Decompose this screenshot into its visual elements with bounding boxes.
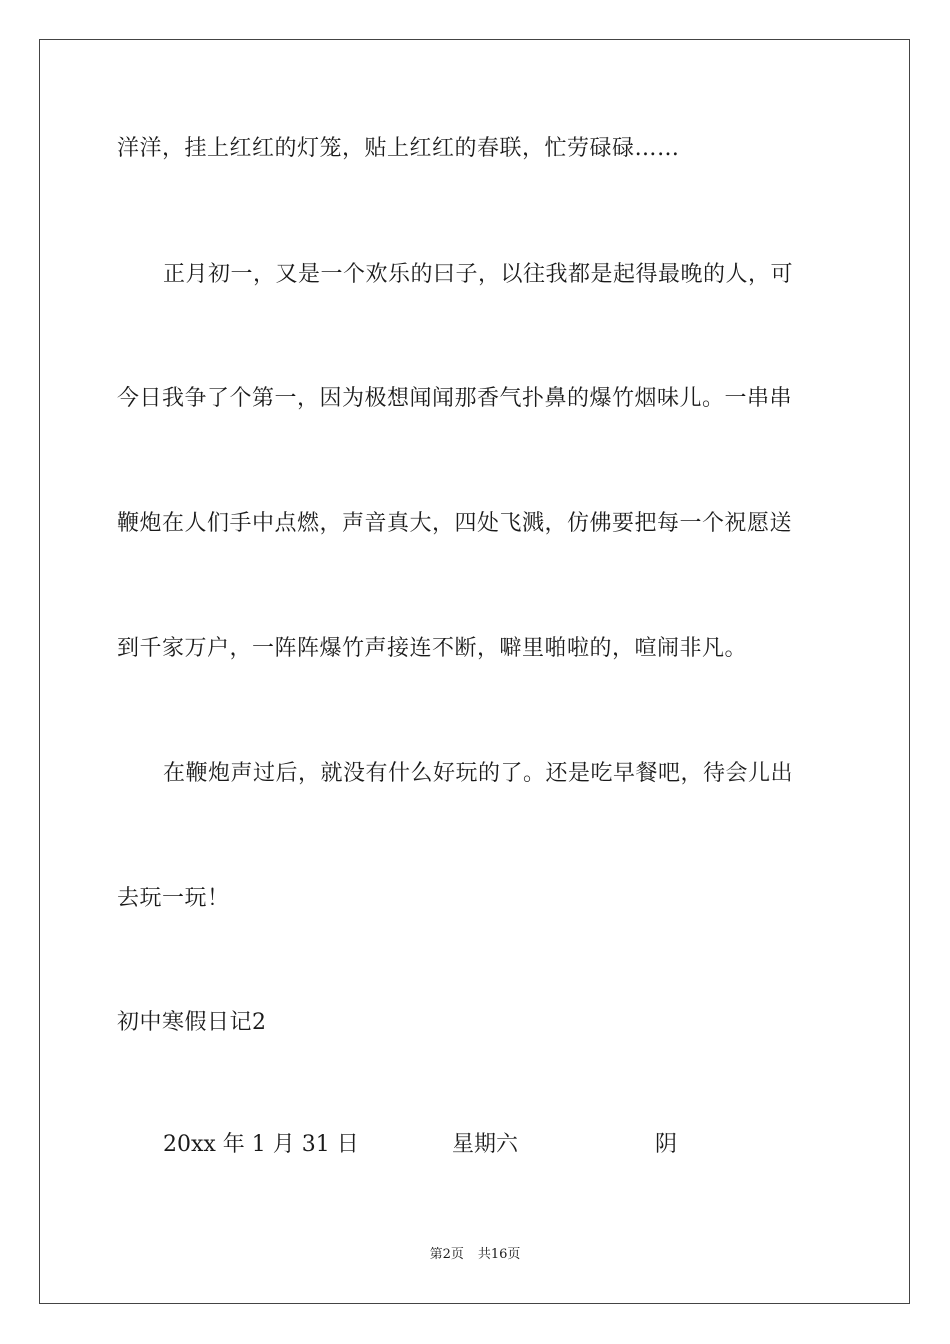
diary-weekday: 星期六 — [452, 1132, 519, 1157]
page-border — [39, 39, 910, 1304]
paragraph-line-2: 正月初一，又是一个欢乐的曰子，以往我都是起得最晚的人，可 — [163, 262, 794, 287]
page-number: 第2页 — [429, 1247, 464, 1262]
diary-heading: 初中寒假日记2 — [117, 1010, 267, 1035]
paragraph-line-3: 今日我争了个第一，因为极想闻闻那香气扑鼻的爆竹烟味儿。一串串 — [117, 386, 793, 411]
diary-weather: 阴 — [655, 1132, 678, 1157]
diary-date: 20xx 年 1 月 31 日 — [163, 1132, 359, 1157]
paragraph-line-4: 鞭炮在人们手中点燃，声音真大，四处飞溅，仿佛要把每一个祝愿送 — [117, 511, 793, 536]
page-total: 共16页 — [477, 1247, 521, 1262]
paragraph-line-7: 去玩一玩！ — [117, 886, 230, 911]
paragraph-line-6: 在鞭炮声过后，就没有什么好玩的了。还是吃早餐吧，待会儿出 — [163, 761, 794, 786]
page-footer — [0, 1246, 950, 1264]
paragraph-line-1: 洋洋，挂上红红的灯笼，贴上红红的春联，忙劳碌碌…… — [117, 136, 680, 161]
paragraph-line-5: 到千家万户，一阵阵爆竹声接连不断，噼里啪啦的，喧闹非凡。 — [117, 636, 748, 661]
